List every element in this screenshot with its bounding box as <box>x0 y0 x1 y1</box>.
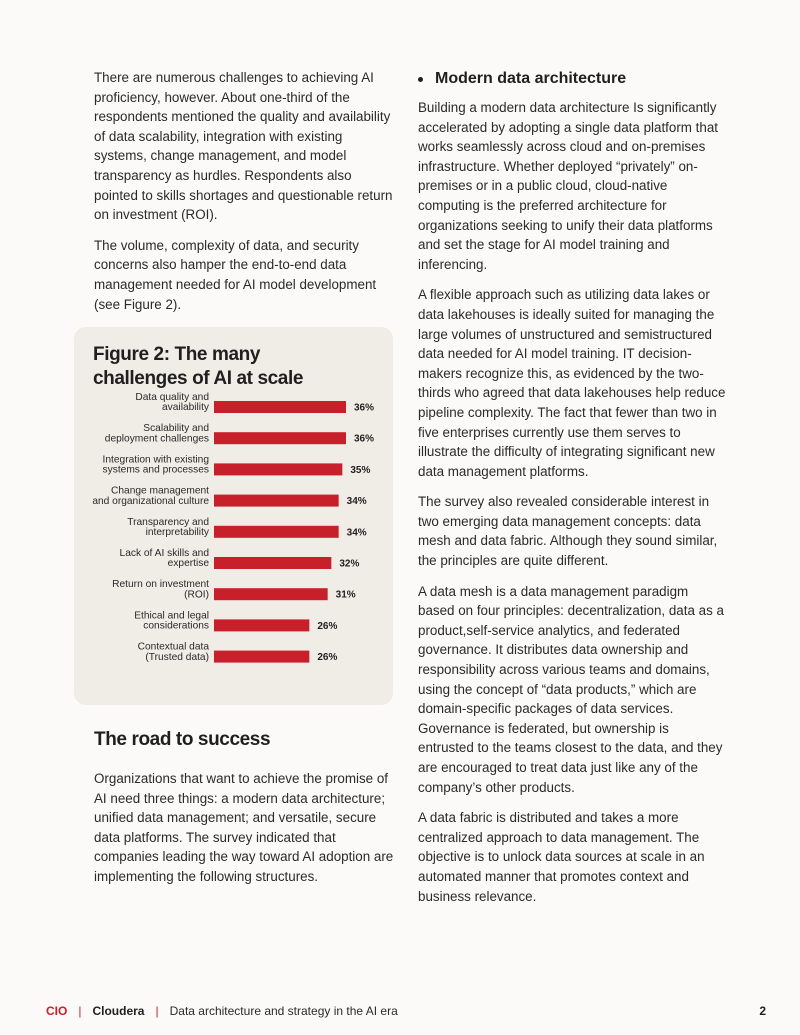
footer-separator-2: | <box>155 1004 159 1018</box>
data-mesh-paragraph: A data mesh is a data management paradigm based on four principles: decentralization, data as a product,self-service analytics, and federated governance. It distributes data ownership and responsibility across various teams and domains, using the concept of “data products,” which are domain-specific packages of data services. Governance is federated, but ownership is entrusted to the teams closest to the data, and they are encouraged to treat data just like any of the company’s other products. <box>418 583 724 795</box>
figure-title: Figure 2: The many challenges of AI at scale <box>93 344 303 389</box>
bar <box>214 432 346 444</box>
data-fabric-paragraph: A data fabric is distributed and takes a more centralized approach to data management. The objective is to unlock data sources at scale in an automated manner that promotes context and business relevance. <box>418 810 705 904</box>
value-label: 26% <box>317 620 338 632</box>
bar <box>214 401 346 413</box>
category-label: considerations <box>143 620 209 632</box>
value-label: 26% <box>317 652 338 664</box>
category-label: availability <box>162 402 209 414</box>
bullet-heading-text: Modern data architecture <box>435 70 627 87</box>
intro-paragraph: There are numerous challenges to achieving AI proficiency, however. About one-third of the respondents mentioned the quality and availability of data scalability, integration with existing systems, change management, and model transparency as hurdles. Respondents also pointed to skills shortages and questionable return on investment (ROI). <box>94 70 393 223</box>
category-label: systems and processes <box>102 464 209 476</box>
bar <box>214 651 309 663</box>
value-label: 36% <box>354 433 375 445</box>
footer-separator: | <box>78 1004 82 1018</box>
value-label: 32% <box>339 558 360 570</box>
category-label: Ethical and legal <box>134 610 209 622</box>
modern-data-architecture-heading <box>418 68 728 90</box>
right-column <box>418 68 728 917</box>
volume-paragraph: The volume, complexity of data, and security concerns also hamper the end-to-end data management needed for AI model development (see Figure 2). <box>94 237 377 312</box>
value-label: 35% <box>350 464 371 476</box>
bullet-icon <box>418 77 423 82</box>
bar <box>214 526 339 538</box>
survey-interest-paragraph: The survey also revealed considerable interest in two emerging data management concepts: data mesh and data fabric. Although they sound similar, the principles are quite different. <box>418 494 718 569</box>
category-label: expertise <box>167 558 209 570</box>
road-to-success-text-block <box>94 769 394 898</box>
bar <box>214 619 309 631</box>
category-label: and organizational culture <box>92 495 209 507</box>
architecture-paragraph: Building a modern data architecture Is significantly accelerated by adopting a single data platform that works seamlessly across cloud and on-premises infrastructure. Whether deployed “privately” on-premises or in a public cloud, cloud-native computing is the preferred architecture for organizations seeking to unify their data platforms and set the stage for AI model training and inferencing. <box>418 100 718 272</box>
bar-chart <box>74 327 393 705</box>
brand-name: Cloudera <box>92 1004 145 1018</box>
category-label: deployment challenges <box>104 433 209 445</box>
category-label: Change management <box>111 485 209 497</box>
publisher-logo: CIO <box>46 1004 68 1018</box>
left-column <box>94 68 396 325</box>
road-to-success-heading: The road to success <box>94 729 271 750</box>
category-label: Contextual data <box>137 641 209 653</box>
document-title: Data architecture and strategy in the AI era <box>169 1004 398 1018</box>
value-label: 31% <box>335 589 356 601</box>
figure-2-panel <box>74 327 393 705</box>
category-label: Transparency and <box>127 516 209 528</box>
value-label: 36% <box>354 402 375 414</box>
lakehouse-paragraph: A flexible approach such as utilizing data lakes or data lakehouses is ideally suited for managing the large volumes of unstructured and semistructured data needed for AI model training. IT decision-makers recognize this, as evidenced by the two-thirds who agreed that data lakehouses help reduce pipeline complexity. The fact that fewer than two in five enterprises currently use them serves to illustrate the difficulty of integrating significant new data management platforms. <box>418 287 726 479</box>
category-label: Return on investment <box>112 579 209 591</box>
category-label: Lack of AI skills and <box>119 548 209 559</box>
category-label: Data quality and <box>135 392 209 403</box>
bar <box>214 557 331 569</box>
value-label: 34% <box>346 527 367 539</box>
category-label: Integration with existing <box>102 454 209 466</box>
road-to-success-paragraph: Organizations that want to achieve the promise of AI need three things: a modern data architecture; unified data management; and versatile, secure data platforms. The survey indicated that companies leading the way toward AI adoption are implementing the following structures. <box>94 771 394 884</box>
category-label: Scalability and <box>143 423 209 435</box>
bar <box>214 588 328 600</box>
page-number: 2 <box>759 1004 766 1018</box>
category-label: (Trusted data) <box>145 651 209 663</box>
bar <box>214 495 339 507</box>
page-footer <box>46 1001 766 1021</box>
bar <box>214 463 342 475</box>
category-label: (ROI) <box>184 589 209 601</box>
value-label: 34% <box>346 496 367 508</box>
category-label: interpretability <box>145 527 209 538</box>
